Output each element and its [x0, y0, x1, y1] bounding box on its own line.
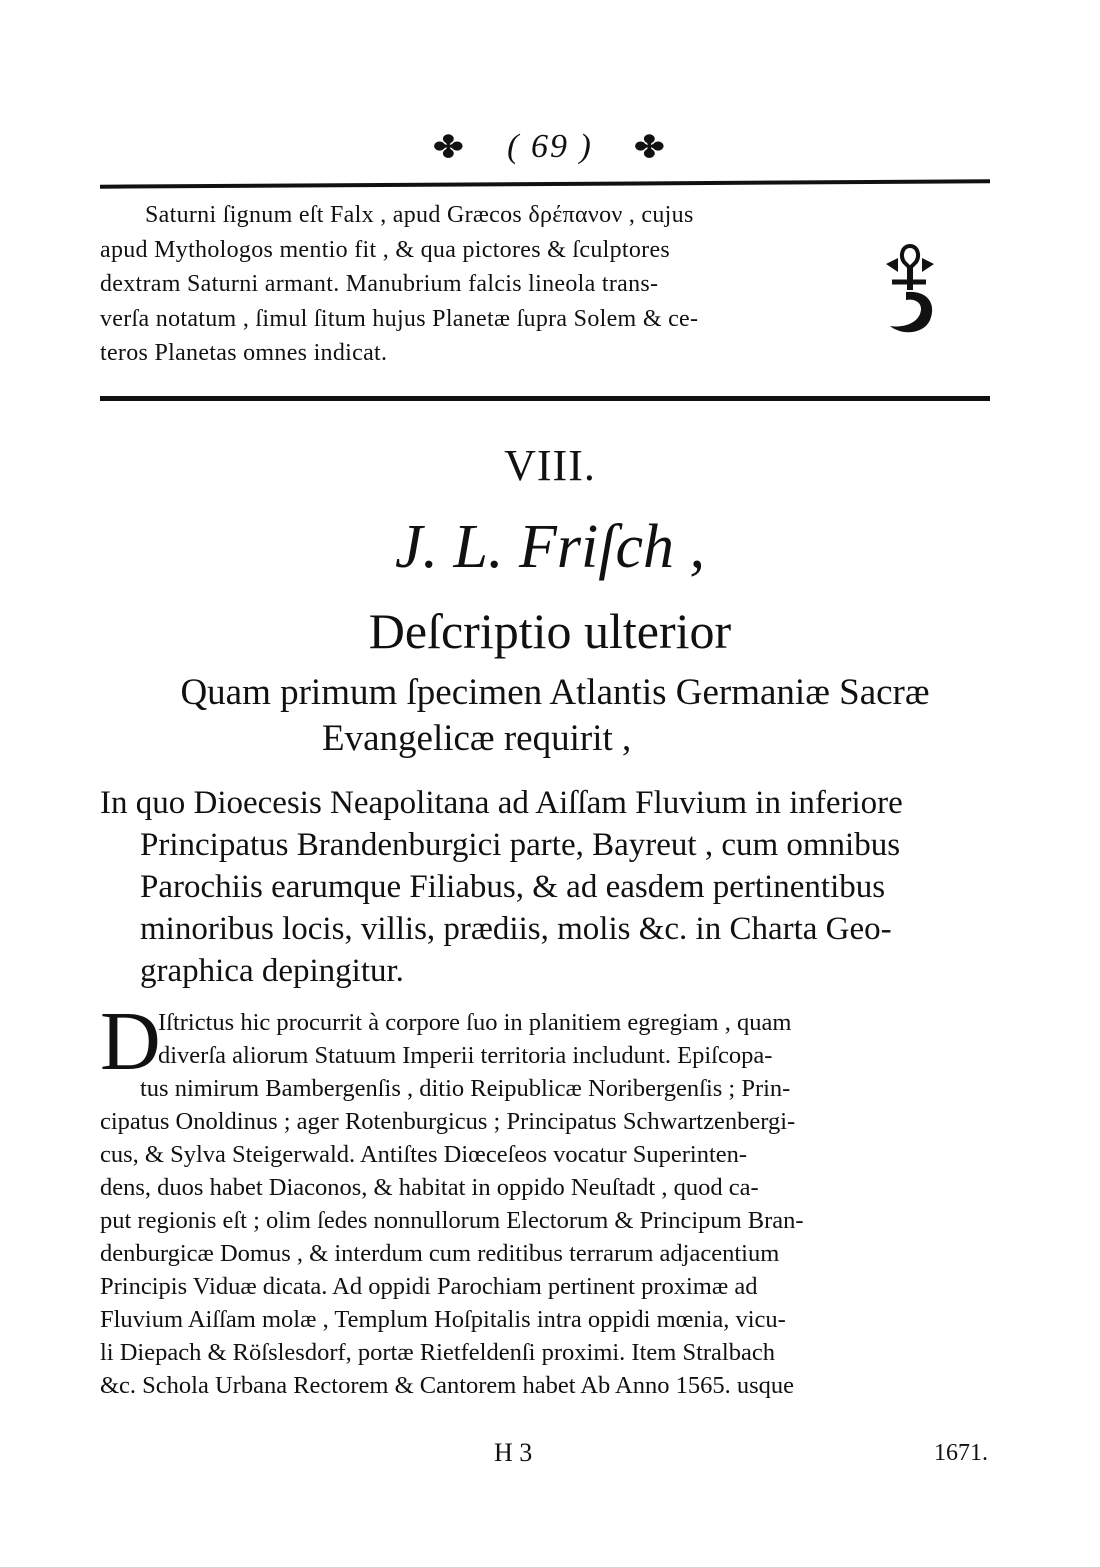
- section-number: VIII.: [504, 441, 596, 490]
- catchword: 1671.: [934, 1440, 988, 1466]
- running-head: [0, 128, 1100, 166]
- section-subtitle: [110, 670, 1000, 762]
- subtitle-line: Evangelicæ requirit ,: [322, 718, 632, 759]
- note-line: dextram Saturni armant. Manubrium falcis lineola trans-: [100, 271, 659, 297]
- left-ornament-icon: ✤: [432, 131, 466, 164]
- author-name: J. L. Friſch ,: [395, 513, 705, 581]
- bottom-rule: [100, 396, 990, 401]
- subtitle-line: Quam primum ſpecimen Atlantis Germaniæ Sacræ: [180, 672, 930, 713]
- note-line: verſa notatum , ſimul ſitum hujus Planetæ ſupra Solem & ce-: [100, 305, 699, 332]
- body-line: denburgicæ Domus , & interdum cum reditibus terrarum adjacentium: [100, 1240, 780, 1267]
- top-rule: [100, 179, 990, 188]
- signature-mark: H 3: [494, 1438, 533, 1467]
- body-line: cus, & Sylva Steigerwald. Antiſtes Diœceſeos vocatur Superinten-: [100, 1141, 748, 1168]
- body-line: &c. Schola Urbana Rectorem & Cantorem habet Ab Anno 1565. usque: [100, 1372, 795, 1399]
- description-line: Principatus Brandenburgici parte, Bayreut , cum omnibus: [140, 827, 901, 863]
- body-line: Principis Viduæ dicata. Ad oppidi Parochiam pertinent proximæ ad: [100, 1273, 758, 1300]
- section-title: Deſcriptio ulterior: [368, 603, 732, 659]
- section-description: [100, 782, 1000, 992]
- description-line: minoribus locis, villis, prædiis, molis &c. in Charta Geo-: [140, 911, 892, 947]
- description-line: In quo Dioecesis Neapolitana ad Aiſſam Fluvium in inferiore: [100, 785, 903, 821]
- description-line: Parochiis earumque Filiabus, & ad easdem pertinentibus: [140, 869, 886, 905]
- body-text: [100, 995, 1000, 1402]
- note-line: apud Mythologos mentio fit , & qua pictores & ſculptores: [100, 236, 671, 263]
- body-line: li Diepach & Röſslesdorf, portæ Rietfeldenſi proximi. Item Stralbach: [100, 1339, 775, 1366]
- body-line: diverſa aliorum Statuum Imperii territoria includunt. Epiſcopa-: [158, 1042, 773, 1069]
- body-line: Iſtrictus hic procurrit à corpore ſuo in planitiem egregiam , quam: [158, 1009, 792, 1036]
- drop-cap: D: [100, 995, 161, 1088]
- body-line: tus nimirum Bambergenſis , ditio Reipublicæ Noribergenſis ; Prin-: [140, 1075, 791, 1102]
- note-line: Saturni ſignum eſt Falx , apud Græcos δρέπανον , cujus: [145, 202, 694, 228]
- saturn-note: [100, 198, 860, 371]
- saturn-symbol-icon: [880, 242, 940, 342]
- body-line: cipatus Onoldinus ; ager Rotenburgicus ; Principatus Schwartzenbergi-: [100, 1108, 796, 1135]
- right-ornament-icon: ✤: [634, 131, 668, 164]
- body-line: put regionis eſt ; olim ſedes nonnullorum Electorum & Principum Bran-: [100, 1207, 804, 1234]
- body-line: Fluvium Aiſſam molæ , Templum Hoſpitalis intra oppidi mœnia, vicu-: [100, 1306, 786, 1333]
- note-line: teros Planetas omnes indicat.: [100, 340, 388, 366]
- description-line: graphica depingitur.: [140, 953, 404, 989]
- page-number: ( 69 ): [507, 128, 593, 165]
- body-line: dens, duos habet Diaconos, & habitat in oppido Neuſtadt , quod ca-: [100, 1174, 759, 1201]
